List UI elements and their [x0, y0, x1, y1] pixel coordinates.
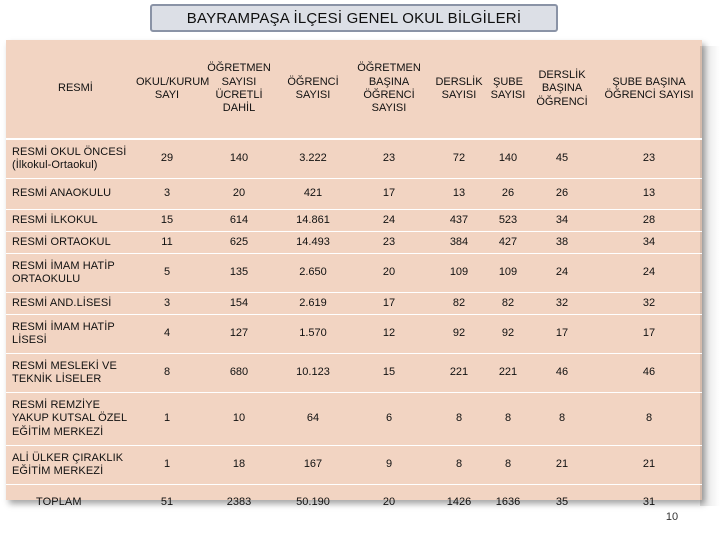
- cell-okul-sayi: 51: [160, 496, 174, 509]
- cell-derslik-basina: 34: [528, 210, 596, 232]
- cell-ogretmen-basina: 23: [348, 232, 430, 254]
- cell-ogrenci-sayisi: 167: [278, 446, 348, 485]
- cell-ogretmen-basina: 20: [382, 496, 396, 509]
- cell-sube-sayisi: 221: [488, 354, 528, 393]
- total-label: TOPLAM: [36, 496, 82, 509]
- cell-derslik-sayisi: 8: [430, 393, 488, 446]
- table-row: [6, 179, 702, 210]
- cell-ogrenci-sayisi: 14.493: [278, 232, 348, 254]
- cell-ogretmen-sayisi: 625: [200, 232, 278, 254]
- cell-derslik-basina: 26: [528, 179, 596, 210]
- cell-derslik-sayisi: 1426: [446, 496, 472, 509]
- page-shadow: [700, 46, 720, 506]
- cell-ogrenci-sayisi: 2.619: [278, 293, 348, 315]
- cell-sube-sayisi: 109: [488, 254, 528, 293]
- cell-ogretmen-basina: 17: [348, 293, 430, 315]
- cell-sube-sayisi: 8: [488, 446, 528, 485]
- table-row: [6, 315, 702, 354]
- cell-derslik-basina: 32: [528, 293, 596, 315]
- cell-sube-basina: 8: [596, 393, 702, 446]
- cell-sube-basina: 46: [596, 354, 702, 393]
- page-title: BAYRAMPAŞA İLÇESİ GENEL OKUL BİLGİLERİ: [150, 4, 558, 32]
- cell-ogretmen-sayisi: 20: [200, 179, 278, 210]
- cell-derslik-basina: 46: [528, 354, 596, 393]
- cell-ogretmen-sayisi: 680: [200, 354, 278, 393]
- cell-derslik-sayisi: 72: [430, 139, 488, 179]
- cell-okul-sayi: 1: [134, 393, 200, 446]
- column-header-sube-basina-ogrenci: ŞUBE BAŞINA ÖĞRENCİ SAYISI: [596, 40, 702, 139]
- cell-derslik-sayisi: 8: [430, 446, 488, 485]
- table-row: [6, 254, 702, 293]
- column-header-ogretmen-sayisi: ÖĞRETMEN SAYISI ÜCRETLİ DAHİL: [200, 40, 278, 139]
- cell-sube-basina: 17: [596, 315, 702, 354]
- cell-ogretmen-basina: 12: [348, 315, 430, 354]
- cell-ogretmen-sayisi: 614: [200, 210, 278, 232]
- cell-okul-sayi: 15: [134, 210, 200, 232]
- cell-sube-sayisi: 523: [488, 210, 528, 232]
- cell-sube-sayisi: 82: [488, 293, 528, 315]
- cell-ogrenci-sayisi: 1.570: [278, 315, 348, 354]
- cell-sube-basina: 21: [596, 446, 702, 485]
- cell-sube-basina: 34: [596, 232, 702, 254]
- row-label: RESMİ MESLEKİ VE TEKNİK LİSELER: [6, 354, 134, 393]
- cell-ogrenci-sayisi: 421: [278, 179, 348, 210]
- cell-okul-sayi: 5: [134, 254, 200, 293]
- cell-okul-sayi: 3: [134, 293, 200, 315]
- column-header-ogretmen-basina-ogrenci: ÖĞRETMEN BAŞINA ÖĞRENCİ SAYISI: [348, 40, 430, 139]
- cell-ogrenci-sayisi: 64: [278, 393, 348, 446]
- cell-derslik-sayisi: 384: [430, 232, 488, 254]
- cell-ogretmen-basina: 6: [348, 393, 430, 446]
- school-statistics-table: [6, 40, 702, 521]
- page-number: 10: [665, 511, 679, 523]
- cell-ogretmen-basina: 23: [348, 139, 430, 179]
- cell-derslik-sayisi: 13: [430, 179, 488, 210]
- row-label: RESMİ REMZİYE YAKUP KUTSAL ÖZEL EĞİTİM MERKEZİ: [6, 393, 134, 446]
- table-row: [6, 446, 702, 485]
- cell-ogretmen-sayisi: 135: [200, 254, 278, 293]
- table-row: [6, 139, 702, 179]
- cell-derslik-basina: 38: [528, 232, 596, 254]
- cell-okul-sayi: 29: [134, 139, 200, 179]
- cell-ogretmen-basina: 15: [348, 354, 430, 393]
- cell-ogretmen-basina: 24: [348, 210, 430, 232]
- cell-sube-basina: 31: [642, 496, 656, 509]
- cell-derslik-basina: 8: [528, 393, 596, 446]
- row-label: ALİ ÜLKER ÇIRAKLIK EĞİTİM MERKEZİ: [6, 446, 134, 485]
- column-header-derslik-sayisi: DERSLİK SAYISI: [430, 40, 488, 139]
- cell-ogrenci-sayisi: 2.650: [278, 254, 348, 293]
- row-label: RESMİ ORTAOKUL: [6, 232, 134, 254]
- cell-ogretmen-sayisi: 127: [200, 315, 278, 354]
- cell-ogretmen-basina: 9: [348, 446, 430, 485]
- table-row: [6, 393, 702, 446]
- row-label: RESMİ İLKOKUL: [6, 210, 134, 232]
- cell-sube-basina: 23: [596, 139, 702, 179]
- cell-ogretmen-sayisi: 154: [200, 293, 278, 315]
- cell-derslik-sayisi: 109: [430, 254, 488, 293]
- table-row: [6, 354, 702, 393]
- cell-okul-sayi: 1: [134, 446, 200, 485]
- row-label: RESMİ ANAOKULU: [6, 179, 134, 210]
- cell-sube-basina: 32: [596, 293, 702, 315]
- cell-ogrenci-sayisi: 10.123: [278, 354, 348, 393]
- cell-derslik-sayisi: 437: [430, 210, 488, 232]
- cell-sube-sayisi: 1636: [495, 496, 521, 509]
- cell-okul-sayi: 8: [134, 354, 200, 393]
- cell-derslik-basina: 35: [555, 496, 569, 509]
- column-header-sube-sayisi: ŞUBE SAYISI: [488, 40, 528, 139]
- cell-sube-basina: 13: [596, 179, 702, 210]
- cell-ogrenci-sayisi: 50.190: [296, 496, 330, 509]
- cell-sube-sayisi: 427: [488, 232, 528, 254]
- cell-ogrenci-sayisi: 14.861: [278, 210, 348, 232]
- cell-derslik-basina: 45: [528, 139, 596, 179]
- row-label: RESMİ İMAM HATİP ORTAOKULU: [6, 254, 134, 293]
- cell-ogretmen-sayisi: 10: [200, 393, 278, 446]
- cell-derslik-basina: 24: [528, 254, 596, 293]
- row-label: RESMİ AND.LİSESİ: [6, 293, 134, 315]
- cell-okul-sayi: 3: [134, 179, 200, 210]
- row-label: RESMİ İMAM HATİP LİSESİ: [6, 315, 134, 354]
- cell-ogretmen-sayisi: 18: [200, 446, 278, 485]
- cell-ogretmen-sayisi: 2383: [226, 496, 252, 509]
- column-header-ogrenci-sayisi: ÖĞRENCİ SAYISI: [278, 40, 348, 139]
- cell-okul-sayi: 11: [134, 232, 200, 254]
- cell-ogretmen-sayisi: 140: [200, 139, 278, 179]
- table-row: [6, 232, 702, 254]
- cell-derslik-basina: 21: [528, 446, 596, 485]
- cell-derslik-sayisi: 82: [430, 293, 488, 315]
- cell-sube-sayisi: 26: [488, 179, 528, 210]
- cell-ogretmen-basina: 20: [348, 254, 430, 293]
- table-total-row: [6, 485, 702, 522]
- cell-okul-sayi: 4: [134, 315, 200, 354]
- cell-ogretmen-basina: 17: [348, 179, 430, 210]
- cell-derslik-sayisi: 92: [430, 315, 488, 354]
- cell-ogrenci-sayisi: 3.222: [278, 139, 348, 179]
- table-row: [6, 293, 702, 315]
- table-row: [6, 210, 702, 232]
- cell-sube-basina: 24: [596, 254, 702, 293]
- row-label: RESMİ OKUL ÖNCESİ (İlkokul-Ortaokul): [6, 139, 134, 179]
- cell-sube-sayisi: 140: [488, 139, 528, 179]
- cell-sube-basina: 28: [596, 210, 702, 232]
- table-header-row: [6, 40, 702, 139]
- column-header-derslik-basina-ogrenci: DERSLİK BAŞINA ÖĞRENCİ: [528, 40, 596, 139]
- column-header-okul-kurum-sayi: OKUL/KURUM SAYI: [134, 40, 200, 139]
- cell-sube-sayisi: 92: [488, 315, 528, 354]
- cell-derslik-sayisi: 221: [430, 354, 488, 393]
- cell-derslik-basina: 17: [528, 315, 596, 354]
- cell-sube-sayisi: 8: [488, 393, 528, 446]
- column-header-resmi: RESMİ: [6, 40, 134, 139]
